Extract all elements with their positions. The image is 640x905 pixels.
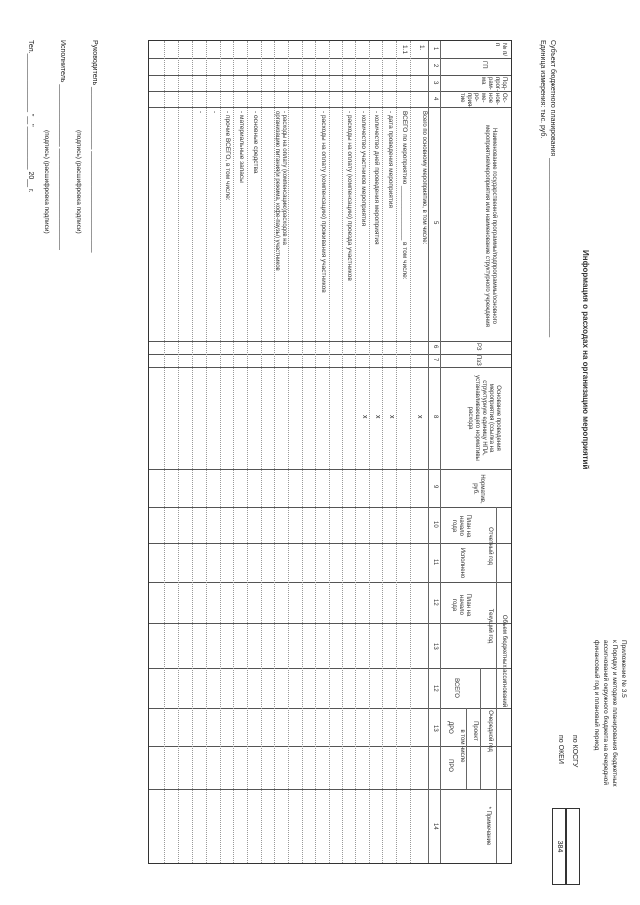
- colnum-13b: 13: [432, 725, 438, 732]
- col-rz-header: РЗ: [475, 343, 481, 351]
- colnum-1: 1: [432, 47, 438, 51]
- colnum-14: 14: [432, 823, 438, 830]
- incl-header: в том числе: [459, 729, 465, 763]
- colnum-5: 5: [432, 221, 438, 225]
- colnum-12: 12: [432, 599, 438, 606]
- colnum-10: 10: [432, 521, 438, 528]
- col-gp-header: ГП: [481, 61, 487, 69]
- row1-num: 1.: [418, 45, 425, 51]
- col-pgp-header: Под-прог-рам-ма: [480, 77, 507, 92]
- col-prz-header: ПзЗ: [475, 355, 481, 366]
- executor-signature: Исполнитель ________________ __________________________: [59, 40, 66, 250]
- colnum-11: 11: [432, 559, 438, 566]
- item-travel: - расходы на оплату (компенсацию) проезда участников: [346, 111, 353, 281]
- plan-start2-header: План на начало года: [451, 593, 471, 617]
- colnum-4: 4: [432, 97, 438, 101]
- okei-value: 384: [556, 840, 563, 853]
- row1-text: Всего по основному мероприятию, в том числе:: [421, 111, 427, 245]
- col-name-header: Наименование государственной программы/подпрограммы/основного мероприятия/мероприятия или наименование структурного учреждения: [484, 125, 497, 327]
- item-materials: - материальные запасы: [238, 111, 245, 183]
- colnum-2: 2: [432, 64, 438, 68]
- row2-text: ВСЕГО по мероприятию _______________ в том числе:: [401, 111, 408, 280]
- item-days-x: x: [374, 415, 381, 419]
- project-header: Проект: [472, 721, 478, 741]
- kosgu-label: по КОСГУ: [571, 735, 578, 768]
- report-year-header: Отчетный год: [487, 527, 493, 565]
- col-norm-header: Норматив, руб.: [472, 474, 485, 504]
- next-year-header: Очередной год: [487, 710, 493, 752]
- colnum-13: 13: [432, 643, 438, 650]
- col-num-header: № п/п: [494, 43, 507, 57]
- form-title: Информация о расходах на организацию мероприятий: [581, 250, 590, 470]
- item-other: - прочие ВСЕГО, в том числе:: [224, 111, 231, 201]
- executed-header: Исполнено: [459, 547, 465, 579]
- plan-start-header: План на начало года: [451, 514, 471, 538]
- colnum-12b: 12: [432, 685, 438, 692]
- colnum-7: 7: [432, 358, 438, 362]
- dro-header: ДРО: [447, 721, 453, 734]
- row1-x: x: [416, 415, 423, 419]
- okei-label: по ОКЕИ: [557, 735, 564, 764]
- head-signature-caption: (подпись) (расшифровка подписи): [75, 130, 82, 234]
- item-lodging: - расходы на оплату (компенсацию) проживания участников: [320, 111, 327, 293]
- pro-header: ПРО: [447, 759, 453, 772]
- colnum-8: 8: [432, 415, 438, 419]
- head-signature: Руководитель ________________ __________________________: [91, 40, 98, 253]
- item-date: - дата проведения мероприятия: [387, 111, 394, 208]
- colnum-6: 6: [432, 345, 438, 349]
- total-header: ВСЕГО: [453, 678, 459, 698]
- note-header: * Примечание: [485, 806, 491, 846]
- appendix-line-2: к Порядку и методике планирования бюджетных: [611, 640, 618, 787]
- appendix-line-3: ассигнований окружного бюджета на очередной: [602, 640, 609, 786]
- col-os-header: Ос-нов-ное ме-ро-прия-тие: [459, 93, 507, 109]
- item-participants: - количество участников мероприятия: [360, 111, 367, 227]
- expenses-table: [148, 40, 512, 864]
- volume-header: Объем бюджетных ассигнований: [501, 614, 507, 708]
- kosgu-box[interactable]: [566, 808, 580, 885]
- executor-signature-caption: (подпись) (расшифровка подписи): [43, 130, 50, 234]
- colnum-3: 3: [432, 81, 438, 85]
- current-year-header: Текущий год: [487, 608, 493, 644]
- subject-line: Субъект бюджетного планирования ______________________________________________: [549, 40, 556, 338]
- appendix-line-1: Приложение № 3.5: [620, 640, 627, 698]
- signature-block: [19, 40, 105, 253]
- col-basis-header: Основание проведения мероприятия (ссылка на структурную единицу НПА, устанавливающего нормативы расхода: [467, 375, 501, 461]
- okei-box[interactable]: [552, 808, 566, 885]
- item-fixed-assets: - основные средства: [252, 111, 259, 174]
- row2-num: 1.1: [401, 45, 408, 55]
- appendix-note: [592, 640, 628, 787]
- item-dash-2: -: [197, 111, 204, 114]
- phone-date-line: Тел._______________ "__"___________ 20__ г.: [27, 40, 34, 193]
- colnum-9: 9: [432, 485, 438, 489]
- item-participants-x: x: [361, 415, 368, 419]
- item-days: - количество дней проведения мероприятия: [373, 111, 380, 245]
- appendix-line-4: финансовый год и плановый период: [593, 640, 600, 751]
- item-dash-1: -: [211, 111, 218, 114]
- item-date-x: x: [388, 415, 395, 419]
- item-food: - расходы на оплату (компенсацию)расходов на организацию питания(и режима, кофе-паузы) участников: [274, 111, 287, 271]
- unit-line: Единица измерения: тыс. руб.: [539, 40, 546, 139]
